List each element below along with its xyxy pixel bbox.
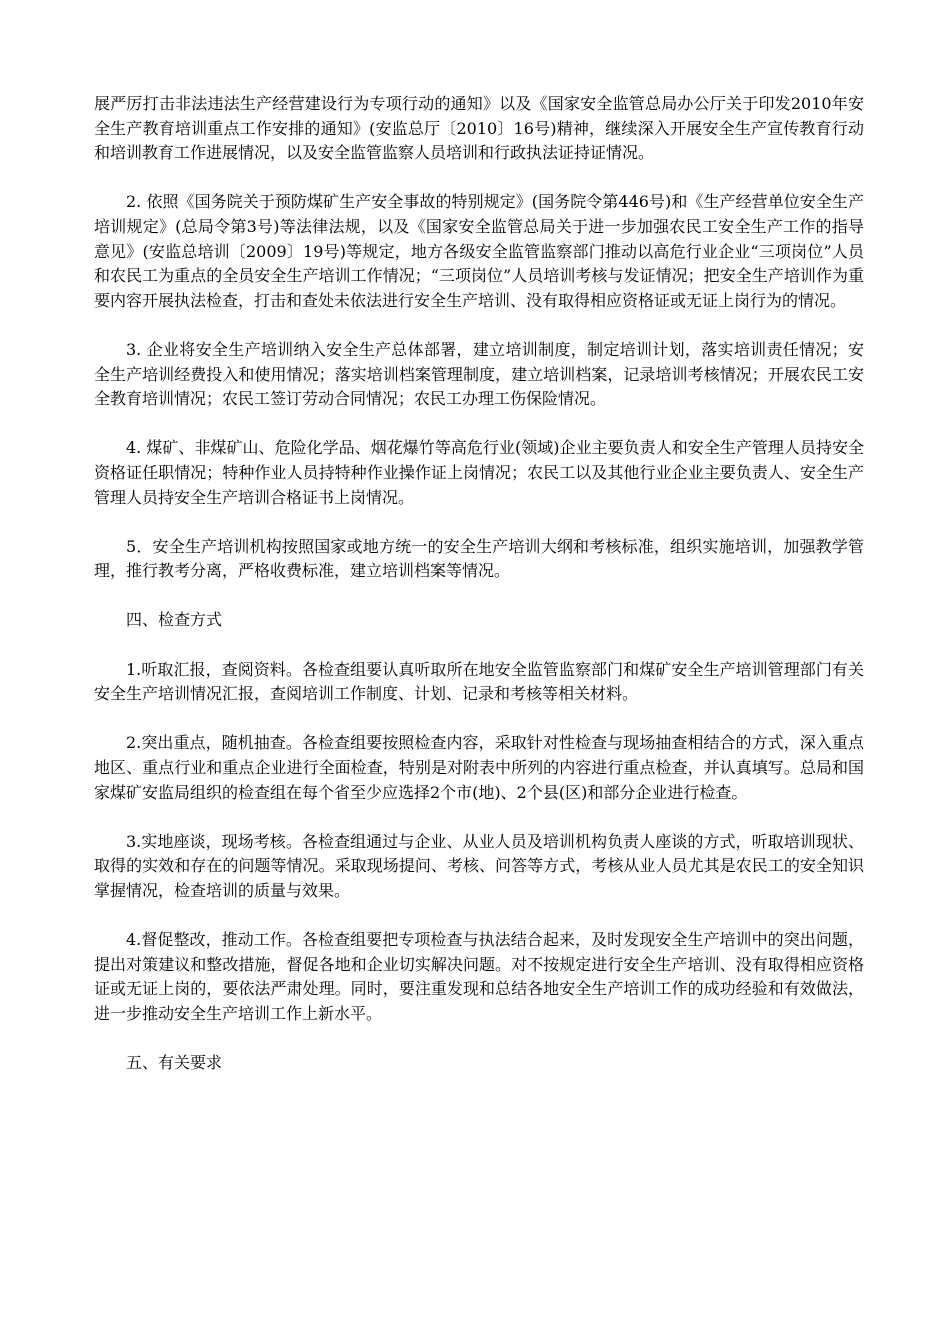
paragraph-item-2: 2. 依照《国务院关于预防煤矿生产安全事故的特别规定》(国务院令第446号)和《生产经营单位安全生产培训规定》(总局令第3号)等法律法规，以及《国家安全监管总局关于进一步加强农民工安全生产工作的指导意见》(安监总培训〔2009〕19号)等规定，地方各级安全监管监察部门推动以高危行业企业“三项岗位”人员和农民工为重点的全员安全生产培训工作情况；“三项岗位”人员培训考核与发证情况；把安全生产培训作为重要内容开展执法检查，打击和查处未依法进行安全生产培训、没有取得相应资格证或无证上岗行为的情况。 [94,192,864,310]
paragraph-method-1: 1.听取汇报，查阅资料。各检查组要认真听取所在地安全监管监察部门和煤矿安全生产培训管理部门有关安全生产培训情况汇报，查阅培训工作制度、计划、记录和考核等相关材料。 [94,659,864,704]
paragraph-continued: 展严厉打击非法违法生产经营建设行为专项行动的通知》以及《国家安全监管总局办公厅关于印发2010年安全生产教育培训重点工作安排的通知》(安监总厅〔2010〕16号)精神，继续深入开展安全生产宣传教育行动和培训教育工作进展情况，以及安全监管监察人员培训和行政执法证持证情况。 [94,94,864,163]
paragraph-item-5: 5．安全生产培训机构按照国家或地方统一的安全生产培训大纲和考核标准，组织实施培训，加强教学管理，推行教考分离，严格收费标准，建立培训档案等情况。 [94,536,864,581]
paragraph-method-4: 4.督促整改，推动工作。各检查组要把专项检查与执法结合起来，及时发现安全生产培训中的突出问题，提出对策建议和整改措施，督促各地和企业切实解决问题。对不按规定进行安全生产培训、没有取得相应资格证或无证上岗的，要依法严肃处理。同时，要注重发现和总结各地安全生产培训工作的成功经验和有效做法，进一步推动安全生产培训工作上新水平。 [94,930,864,1023]
section-heading-requirements: 五、有关要求 [126,1053,223,1073]
section-heading-inspection-methods: 四、检查方式 [126,610,223,630]
paragraph-item-4: 4. 煤矿、非煤矿山、危险化学品、烟花爆竹等高危行业(领域)企业主要负责人和安全生产管理人员持安全资格证任职情况；特种作业人员持特种作业操作证上岗情况；农民工以及其他行业企业主要负责人、安全生产管理人员持安全生产培训合格证书上岗情况。 [94,438,864,507]
paragraph-item-3: 3. 企业将安全生产培训纳入安全生产总体部署，建立培训制度，制定培训计划，落实培训责任情况；安全生产培训经费投入和使用情况；落实培训档案管理制度，建立培训档案，记录培训考核情况；开展农民工安全教育培训情况；农民工签订劳动合同情况；农民工办理工伤保险情况。 [94,339,864,409]
paragraph-method-2: 2.突出重点，随机抽查。各检查组要按照检查内容，采取针对性检查与现场抽查相结合的方式，深入重点地区、重点行业和重点企业进行全面检查，特别是对附表中所列的内容进行重点检查，并认真填写。总局和国家煤矿安监局组织的检查组在每个省至少应选择2个市(地)、2个县(区)和部分企业进行检查。 [94,733,864,802]
paragraph-method-3: 3.实地座谈，现场考核。各检查组通过与企业、从业人员及培训机构负责人座谈的方式，听取培训现状、取得的实效和存在的问题等情况。采取现场提问、考核、问答等方式，考核从业人员尤其是农民工的安全知识掌握情况，检查培训的质量与效果。 [94,831,864,900]
document-page [94,92,864,1100]
